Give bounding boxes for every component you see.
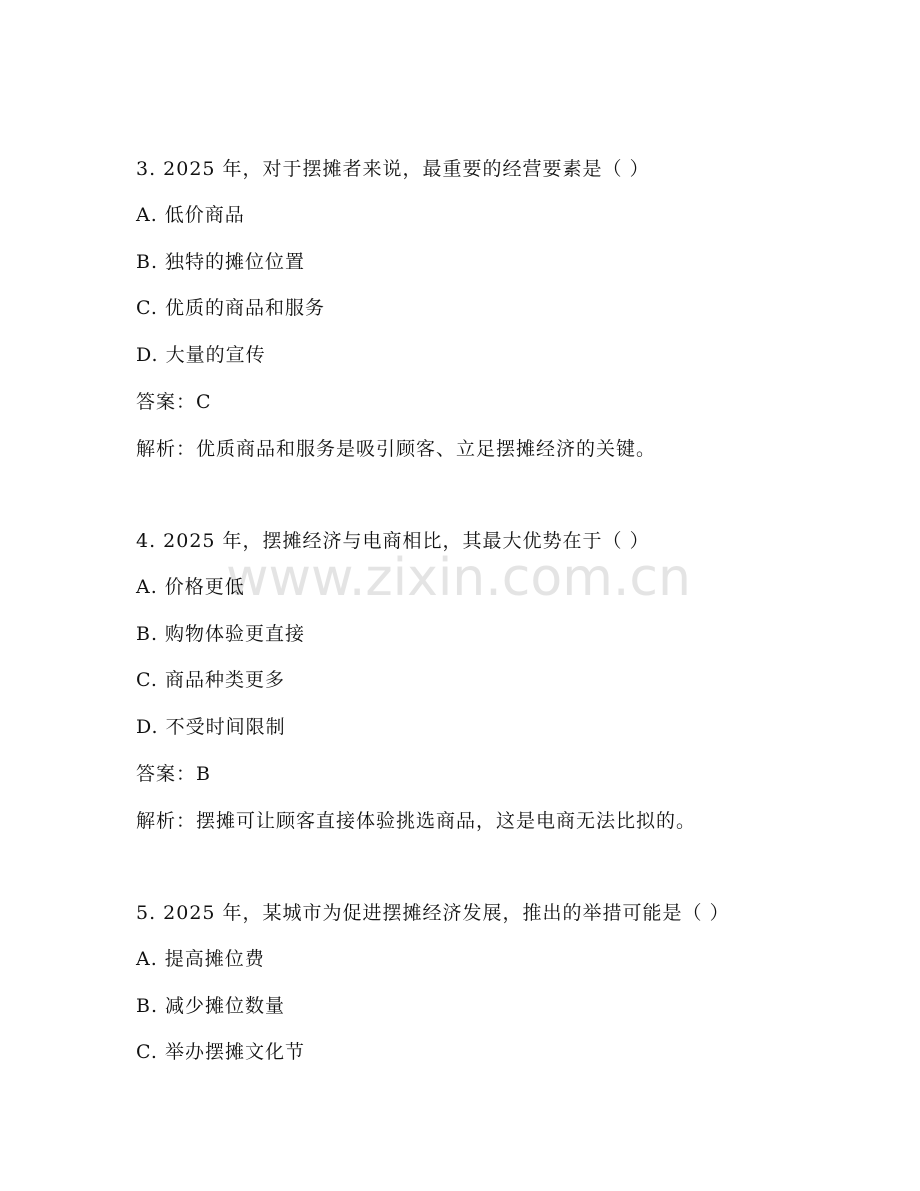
question-3-option-b: B. 独特的摊位位置 bbox=[136, 251, 306, 273]
question-4-analysis: 解析：摆摊可让顾客直接体验挑选商品，这是电商无法比拟的。 bbox=[136, 810, 697, 832]
question-3-option-c: C. 优质的商品和服务 bbox=[136, 297, 325, 319]
question-5-option-c: C. 举办摆摊文化节 bbox=[136, 1041, 305, 1063]
question-4-option-b: B. 购物体验更直接 bbox=[136, 623, 306, 645]
question-5-stem: 5. 2025 年，某城市为促进摆摊经济发展，推出的举措可能是（ ） bbox=[136, 902, 730, 924]
question-3-option-a: A. 低价商品 bbox=[136, 204, 245, 226]
question-4-answer: 答案：B bbox=[136, 763, 211, 785]
question-3-analysis: 解析：优质商品和服务是吸引顾客、立足摆摊经济的关键。 bbox=[136, 438, 657, 460]
question-5-option-b: B. 减少摊位数量 bbox=[136, 995, 286, 1017]
question-4-option-c: C. 商品种类更多 bbox=[136, 669, 285, 691]
question-4-option-d: D. 不受时间限制 bbox=[136, 716, 286, 738]
question-4-stem: 4. 2025 年，摆摊经济与电商相比，其最大优势在于（ ） bbox=[136, 530, 650, 552]
question-3-option-d: D. 大量的宣传 bbox=[136, 344, 266, 366]
question-5-option-a: A. 提高摊位费 bbox=[136, 948, 265, 970]
question-4-option-a: A. 价格更低 bbox=[136, 576, 245, 598]
question-3-stem: 3. 2025 年，对于摆摊者来说，最重要的经营要素是（ ） bbox=[136, 158, 650, 180]
watermark-text: www.zixin.com.cn bbox=[226, 548, 691, 608]
question-3-answer: 答案：C bbox=[136, 391, 212, 413]
